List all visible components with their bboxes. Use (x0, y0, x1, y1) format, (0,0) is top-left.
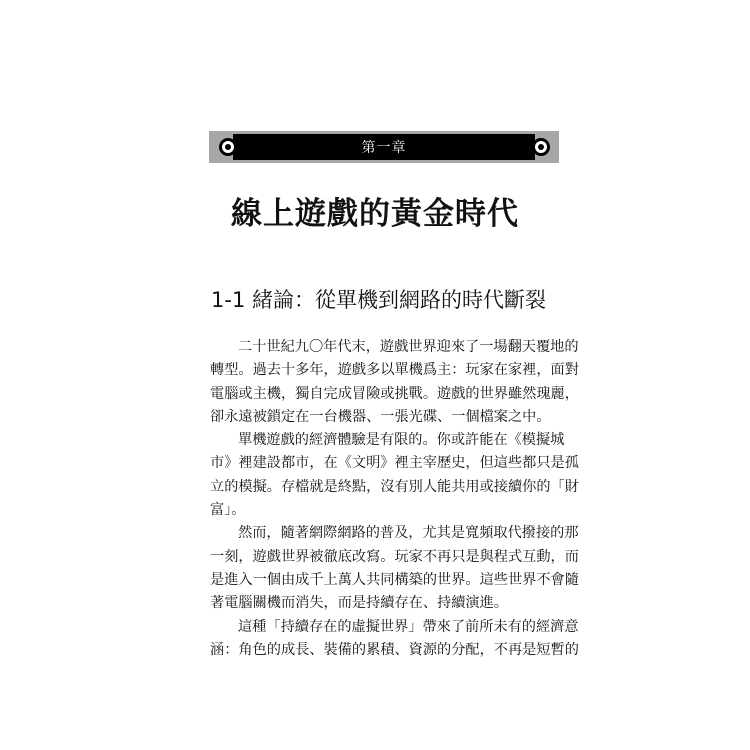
paragraph-line: 富」。 (210, 502, 246, 519)
chapter-banner (209, 131, 559, 163)
paragraph-line: 立的模擬。存檔就是終點，沒有別人能共用或接續你的「財 (210, 478, 579, 495)
paragraph-line: 單機遊戲的經濟體驗是有限的。你或許能在《模擬城 (238, 432, 565, 449)
ring-icon-right (532, 138, 550, 156)
chapter-title: 線上遊戲的黃金時代 (231, 196, 519, 232)
paragraph-line: 電腦或主機，獨自完成冒險或挑戰。遊戲的世界雖然瑰麗， (210, 385, 579, 402)
paragraph-line: 市》裡建設都市，在《文明》裡主宰歷史，但這些都只是孤 (210, 455, 579, 472)
paragraph-3 (210, 522, 579, 615)
paragraph-line: 著電腦關機而消失，而是持續存在、持續演進。 (210, 595, 508, 612)
paragraph-line: 二十世紀九〇年代末，遊戲世界迎來了一場翻天覆地的 (238, 339, 579, 355)
paragraph-line: 是進入一個由成千上萬人共同構築的世界。這些世界不會隨 (210, 571, 579, 588)
paragraph-1 (210, 336, 579, 429)
ring-icon-left (219, 138, 237, 156)
chapter-label: 第一章 (361, 140, 407, 156)
paragraph-4 (210, 616, 579, 663)
paragraph-line: 一刻，遊戲世界被徹底改寫。玩家不再只是與程式互動，而 (210, 548, 579, 565)
paragraph-line: 這種「持續存在的虛擬世界」帶來了前所未有的經濟意 (238, 618, 579, 635)
section-title: 1-1 緒論：從單機到網路的時代斷裂 (211, 288, 546, 312)
paragraph-line: 轉型。過去十多年，遊戲多以單機爲主：玩家在家裡，面對 (210, 362, 579, 379)
chapter-banner-bar (233, 134, 535, 160)
body-text (210, 336, 579, 662)
paragraph-line: 涵：角色的成長、裝備的累積、資源的分配，不再是短暫的 (210, 641, 579, 658)
paragraph-line: 然而，隨著網際網路的普及，尤其是寬頻取代撥接的那 (238, 525, 579, 542)
paragraph-line: 卻永遠被鎖定在一台機器、一張光碟、一個檔案之中。 (210, 408, 551, 425)
paragraph-2 (210, 429, 579, 522)
